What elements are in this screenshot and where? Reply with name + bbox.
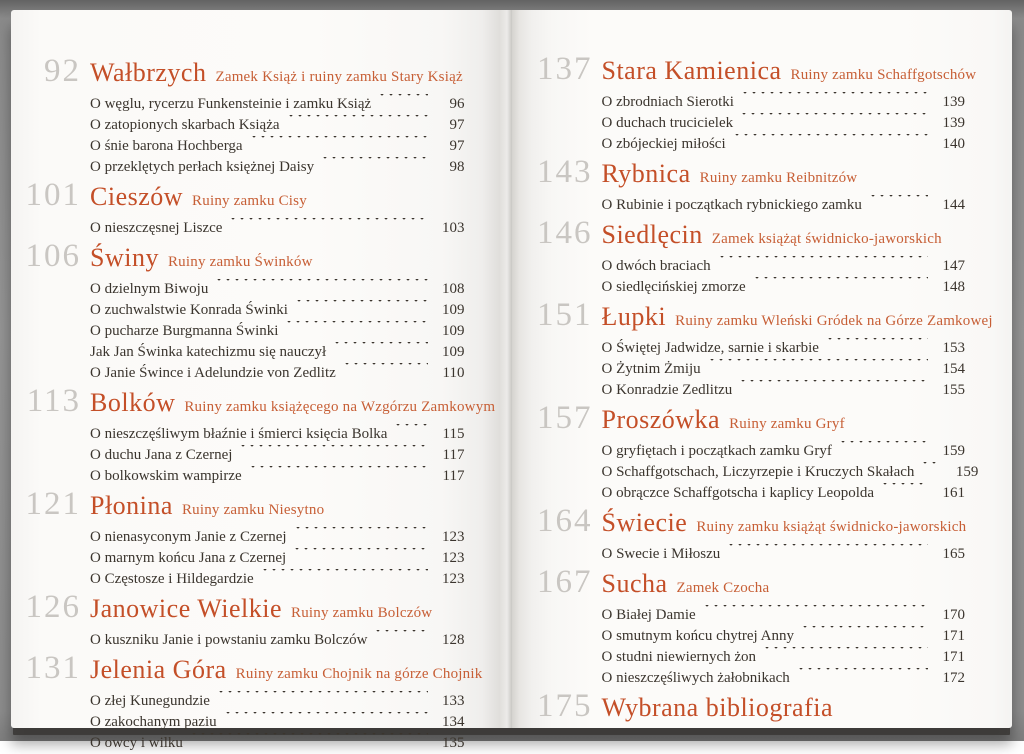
- toc-entry: [90, 733, 465, 754]
- toc-section: [12, 650, 483, 754]
- dot-leader: [396, 424, 427, 445]
- toc-entry-title: O śnie barona Hochberga: [90, 138, 243, 154]
- toc-entry: [602, 544, 966, 565]
- toc-entry-title: O kuszniku Janie i powstaniu zamku Bolczów: [90, 632, 368, 648]
- toc-entry-page-number: 97: [449, 117, 465, 133]
- chapter-title: Jelenia Góra: [90, 655, 227, 684]
- toc-entry: [602, 647, 966, 668]
- chapter-title: Siedlęcin: [601, 220, 703, 249]
- chapter-heading: [602, 692, 966, 727]
- page-left: [11, 10, 512, 751]
- toc-entry: [602, 113, 966, 134]
- dot-leader: [323, 157, 427, 178]
- toc-entry: [602, 626, 966, 647]
- toc-entry: [90, 548, 465, 569]
- toc-entry-title: O obrączce Schaffgotscha i kaplicy Leopolda: [601, 485, 875, 501]
- dot-leader: [803, 626, 928, 647]
- chapter-subtitle: Ruiny zamku Schaffgotschów: [790, 67, 977, 83]
- toc-entry-title: O gryfiętach i początkach zamku Gryf: [601, 443, 832, 459]
- toc-entry-page-number: 159: [942, 443, 965, 459]
- chapter-heading: [602, 507, 966, 543]
- chapter-subtitle: Ruiny zamku Reibnitzów: [699, 170, 858, 186]
- toc-section: [12, 179, 465, 239]
- toc-entry-title: O zbójeckiej miłości: [601, 136, 726, 152]
- chapter-title: Świny: [90, 243, 159, 272]
- toc-entry-page-number: 98: [449, 159, 465, 175]
- toc-entry: [90, 569, 465, 590]
- chapter-start-page-number: 137: [537, 51, 593, 87]
- dot-leader: [231, 218, 427, 239]
- chapter-title: Sucha: [601, 569, 668, 598]
- chapter-entries: [90, 94, 465, 178]
- toc-entry-page-number: 159: [955, 464, 979, 480]
- dot-leader: [755, 277, 928, 298]
- dot-leader: [296, 527, 428, 548]
- chapter-body: [602, 692, 966, 728]
- dot-leader: [295, 548, 427, 569]
- toc-entry: [90, 300, 465, 321]
- chapter-heading: [90, 593, 465, 629]
- toc-entry-title: O Częstosze i Hildegardzie: [90, 571, 254, 587]
- dot-leader: [828, 338, 928, 359]
- chapter-title: Wałbrzych: [90, 58, 207, 87]
- chapter-start-page-number: 164: [537, 503, 593, 539]
- chapter-subtitle: Ruiny zamku książąt świdnicko-jaworskich: [696, 519, 967, 535]
- chapter-start-page-number: 146: [537, 215, 593, 251]
- toc-entry-title: O Schaffgotschach, Liczyrzepie i Kruczych Skałach: [601, 464, 915, 480]
- toc-entry-page-number: 172: [942, 670, 965, 686]
- toc-entry: [602, 338, 966, 359]
- chapter-entries: [602, 195, 966, 216]
- toc-entry-title: O złej Kunegundzie: [90, 693, 210, 709]
- chapter-entries: [602, 605, 966, 689]
- toc-entry-title: O duchach trucicielek: [601, 115, 734, 131]
- toc-entry: [90, 527, 465, 548]
- chapter-heading: [90, 387, 496, 423]
- toc-entry: [90, 321, 465, 342]
- chapter-subtitle: Ruiny zamku Niesytno: [181, 502, 325, 518]
- chapter-body: [90, 490, 465, 590]
- toc-section: [524, 51, 977, 155]
- toc-entry-page-number: 128: [442, 632, 465, 648]
- chapter-heading: [90, 654, 483, 690]
- chapter-subtitle: Ruiny zamku Chojnik na górze Chojnik: [235, 666, 483, 682]
- chapter-subtitle: Ruiny zamku Cisy: [192, 193, 307, 209]
- toc-entry: [602, 277, 966, 298]
- dot-leader: [263, 569, 428, 590]
- toc-entry-title: O siedlęcińskiej zmorze: [601, 279, 746, 295]
- chapter-body: [90, 57, 465, 178]
- toc-entry-title: O smutnym końcu chytrej Anny: [601, 628, 794, 644]
- dot-leader: [735, 134, 928, 155]
- chapter-heading: [601, 55, 977, 91]
- toc-entry-page-number: 115: [442, 426, 465, 442]
- chapter-start-page-number: 131: [25, 650, 81, 686]
- chapter-start-page-number: 167: [537, 564, 593, 600]
- chapter-body: [601, 55, 977, 155]
- toc-entry-page-number: 133: [442, 693, 465, 709]
- toc-entry: [90, 94, 465, 115]
- dot-leader: [252, 136, 428, 157]
- toc-entry-page-number: 139: [942, 115, 965, 131]
- dot-leader: [226, 712, 428, 733]
- dot-leader: [871, 195, 928, 216]
- toc-section: [524, 400, 979, 504]
- chapter-entries: [90, 691, 465, 754]
- chapter-start-page-number: 175: [537, 688, 593, 724]
- chapter-title: Janowice Wielkie: [90, 594, 283, 623]
- toc-entry-page-number: 144: [942, 197, 965, 213]
- chapter-entries: [90, 630, 465, 651]
- toc-entry-title: O Świętej Jadwidze, sarnie i skarbie: [601, 340, 819, 356]
- toc-right-column: [512, 10, 1013, 728]
- toc-section: [12, 488, 465, 590]
- chapter-start-page-number: 106: [25, 238, 81, 274]
- toc-entry: [90, 218, 465, 239]
- chapter-entries: [602, 544, 966, 565]
- chapter-heading: [90, 242, 465, 278]
- toc-entry: [90, 691, 465, 712]
- chapter-subtitle: Ruiny zamku książęcego na Wzgórzu Zamkowym: [184, 399, 496, 415]
- toc-entry-page-number: 103: [442, 220, 465, 236]
- toc-entry-title: O zatopionych skarbach Książa: [90, 117, 280, 133]
- toc-entry-page-number: 153: [942, 340, 965, 356]
- toc-entry-title: O Swecie i Miłoszu: [601, 546, 721, 562]
- chapter-title: Płonina: [90, 491, 173, 520]
- toc-entry-page-number: 96: [449, 96, 465, 112]
- toc-entry: [90, 342, 465, 363]
- toc-entry: [602, 483, 966, 504]
- chapter-subtitle: Ruiny zamku Bolczów: [291, 605, 433, 621]
- toc-section: [524, 566, 966, 689]
- toc-entry-title: O zbrodniach Sierotki: [601, 94, 734, 110]
- toc-entry-page-number: 171: [942, 649, 965, 665]
- toc-entry-title: O duchu Jana z Czernej: [90, 447, 233, 463]
- chapter-entries: [90, 424, 465, 487]
- toc-entry-page-number: 139: [942, 94, 965, 110]
- chapter-entries: [601, 441, 979, 504]
- toc-entry: [602, 668, 966, 689]
- toc-entry-title: O zuchwalstwie Konrada Świnki: [90, 302, 288, 318]
- toc-entry: [90, 157, 465, 178]
- chapter-title: Wybrana bibliografia: [601, 693, 834, 722]
- chapter-title: Łupki: [601, 302, 667, 331]
- toc-entry-title: Jak Jan Świnka katechizmu się nauczył: [90, 344, 327, 360]
- dot-leader: [376, 630, 427, 651]
- toc-entry-title: O nieszczęsnej Liszce: [90, 220, 223, 236]
- toc-entry-title: O zakochanym paziu: [90, 714, 217, 730]
- chapter-subtitle: Zamek Czocha: [676, 580, 770, 596]
- dot-leader: [799, 668, 928, 689]
- page-right: [512, 10, 1013, 728]
- chapter-heading: [601, 301, 993, 337]
- toc-entry: [602, 195, 966, 216]
- chapter-body: [602, 507, 966, 565]
- dot-leader: [729, 544, 928, 565]
- dot-leader: [710, 359, 928, 380]
- chapter-title: Proszówka: [601, 405, 721, 434]
- toc-entry-page-number: 108: [442, 281, 465, 297]
- chapter-start-page-number: 157: [537, 400, 593, 436]
- dot-leader: [335, 342, 427, 363]
- toc-entry-page-number: 135: [442, 735, 465, 751]
- toc-entry-title: O dwóch braciach: [601, 258, 711, 274]
- dot-leader: [741, 380, 928, 401]
- toc-entry-page-number: 154: [942, 361, 965, 377]
- chapter-heading: [602, 568, 966, 604]
- chapter-heading: [90, 181, 465, 217]
- toc-section: [524, 297, 993, 401]
- dot-leader: [705, 605, 928, 626]
- toc-entry: [90, 445, 465, 466]
- chapter-heading: [602, 404, 966, 440]
- chapter-title: Bolków: [90, 388, 176, 417]
- toc-entry-title: O studni niewiernych żon: [601, 649, 757, 665]
- toc-entry-title: O węglu, rycerzu Funkensteinie i zamku Książ: [90, 96, 372, 112]
- toc-entry-page-number: 140: [942, 136, 965, 152]
- chapter-subtitle: Ruiny zamku Gryf: [729, 416, 845, 432]
- chapter-start-page-number: 121: [25, 486, 81, 522]
- toc-entry-page-number: 109: [442, 323, 465, 339]
- toc-entry-title: O Białej Damie: [601, 607, 696, 623]
- toc-left-column: [11, 10, 512, 751]
- chapter-entries: [602, 338, 966, 401]
- dot-leader: [883, 483, 928, 504]
- toc-entry: [90, 363, 465, 384]
- dot-leader: [923, 462, 941, 483]
- toc-section: [12, 591, 465, 651]
- chapter-subtitle: Ruiny zamku Wleński Gródek na Górze Zamkowej: [675, 313, 993, 329]
- dot-leader: [289, 115, 428, 136]
- toc-entry: [90, 466, 465, 487]
- chapter-body: [602, 219, 966, 298]
- toc-section: [524, 156, 966, 216]
- chapter-entries: [90, 218, 465, 239]
- dot-leader: [345, 363, 428, 384]
- toc-entry: [602, 359, 966, 380]
- dot-leader: [720, 256, 928, 277]
- dot-leader: [742, 113, 928, 134]
- toc-entry: [90, 279, 465, 300]
- toc-entry-title: O Rubinie i początkach rybnickiego zamku: [601, 197, 862, 213]
- chapter-title: Rybnica: [601, 159, 691, 188]
- toc-section: [12, 240, 465, 384]
- toc-entry-page-number: 165: [942, 546, 965, 562]
- chapter-body: [90, 654, 483, 754]
- dot-leader: [217, 279, 427, 300]
- toc-entry-page-number: 170: [942, 607, 965, 623]
- toc-entry: [602, 134, 966, 155]
- chapter-heading: [90, 490, 465, 526]
- toc-entry-page-number: 123: [442, 529, 465, 545]
- chapter-start-page-number: 143: [537, 154, 593, 190]
- chapter-heading: [90, 57, 465, 93]
- toc-entry-page-number: 110: [442, 365, 465, 381]
- chapter-body: [601, 404, 979, 504]
- toc-entry: [602, 92, 966, 113]
- toc-entry: [602, 256, 966, 277]
- toc-section: [524, 505, 966, 565]
- chapter-body: [601, 301, 993, 401]
- chapter-start-page-number: 113: [26, 383, 81, 419]
- toc-entry-title: O bolkowskim wampirze: [90, 468, 242, 484]
- dot-leader: [192, 733, 428, 754]
- toc-entry-title: O Żytnim Żmiju: [601, 361, 701, 377]
- chapter-title: Świecie: [601, 508, 688, 537]
- toc-entry-title: O nieszczęśliwym błaźnie i śmierci księcia Bolka: [90, 426, 388, 442]
- toc-entry: [90, 424, 465, 445]
- toc-entry: [90, 630, 465, 651]
- book-spread: [11, 10, 1012, 751]
- toc-section: [524, 217, 966, 298]
- dot-leader: [251, 466, 428, 487]
- dot-leader: [841, 441, 928, 462]
- toc-entry-page-number: 155: [942, 382, 965, 398]
- toc-entry-page-number: 134: [442, 714, 465, 730]
- chapter-title: Stara Kamienica: [601, 56, 782, 85]
- chapter-body: [90, 593, 465, 651]
- chapter-start-page-number: 92: [44, 53, 81, 89]
- dot-leader: [241, 445, 427, 466]
- toc-entry-title: O dzielnym Biwoju: [90, 281, 209, 297]
- toc-entry: [90, 712, 465, 733]
- dot-leader: [765, 647, 928, 668]
- chapter-body: [90, 387, 496, 487]
- toc-entry-title: O nienasyconym Janie z Czernej: [90, 529, 287, 545]
- toc-entry-page-number: 148: [942, 279, 965, 295]
- chapter-heading: [602, 219, 966, 255]
- toc-entry-page-number: 109: [442, 302, 465, 318]
- toc-section: [12, 55, 465, 178]
- chapter-entries: [90, 527, 465, 590]
- toc-entry-title: O pucharze Burgmanna Świnki: [90, 323, 279, 339]
- toc-entry-page-number: 109: [442, 344, 465, 360]
- toc-entry-page-number: 147: [942, 258, 965, 274]
- chapter-body: [602, 568, 966, 689]
- toc-entry-page-number: 161: [942, 485, 965, 501]
- toc-entry: [90, 136, 465, 157]
- chapter-heading: [602, 158, 966, 194]
- toc-entry-page-number: 123: [442, 571, 465, 587]
- chapter-start-page-number: 126: [25, 589, 81, 625]
- toc-entry: [601, 462, 979, 483]
- toc-entry-title: O przeklętych perłach księżnej Daisy: [90, 159, 315, 175]
- toc-entry-page-number: 123: [442, 550, 465, 566]
- dot-leader: [297, 300, 428, 321]
- toc-entry-title: O Konradzie Zedlitzu: [601, 382, 733, 398]
- chapter-start-page-number: 151: [537, 297, 593, 333]
- dot-leader: [219, 691, 428, 712]
- chapter-entries: [602, 92, 966, 155]
- chapter-body: [602, 158, 966, 216]
- toc-entry: [602, 441, 966, 462]
- toc-entry-title: O Janie Śwince i Adelundzie von Zedlitz: [90, 365, 336, 381]
- toc-entry-page-number: 117: [442, 468, 465, 484]
- chapter-body: [90, 181, 465, 239]
- toc-entry: [602, 380, 966, 401]
- toc-entry-page-number: 117: [442, 447, 465, 463]
- toc-entry: [90, 115, 465, 136]
- chapter-entries: [90, 279, 465, 384]
- dot-leader: [743, 92, 928, 113]
- chapter-entries: [602, 256, 966, 298]
- toc-entry-page-number: 171: [942, 628, 965, 644]
- chapter-subtitle: Zamek książąt świdnicko-jaworskich: [711, 231, 942, 247]
- chapter-body: [90, 242, 465, 384]
- toc-entry-title: O marnym końcu Jana z Czernej: [90, 550, 287, 566]
- toc-section: [524, 690, 966, 728]
- toc-entry: [602, 605, 966, 626]
- toc-section: [12, 383, 496, 487]
- dot-leader: [287, 321, 427, 342]
- chapter-start-page-number: 101: [25, 177, 81, 213]
- chapter-subtitle: Zamek Książ i ruiny zamku Stary Książ: [215, 69, 463, 85]
- chapter-subtitle: Ruiny zamku Świnków: [167, 254, 313, 270]
- toc-entry-title: O nieszczęśliwych żałobnikach: [601, 670, 790, 686]
- toc-entry-page-number: 97: [449, 138, 465, 154]
- dot-leader: [380, 94, 427, 115]
- toc-entry-title: O owcy i wilku: [90, 735, 183, 751]
- chapter-title: Cieszów: [90, 182, 184, 211]
